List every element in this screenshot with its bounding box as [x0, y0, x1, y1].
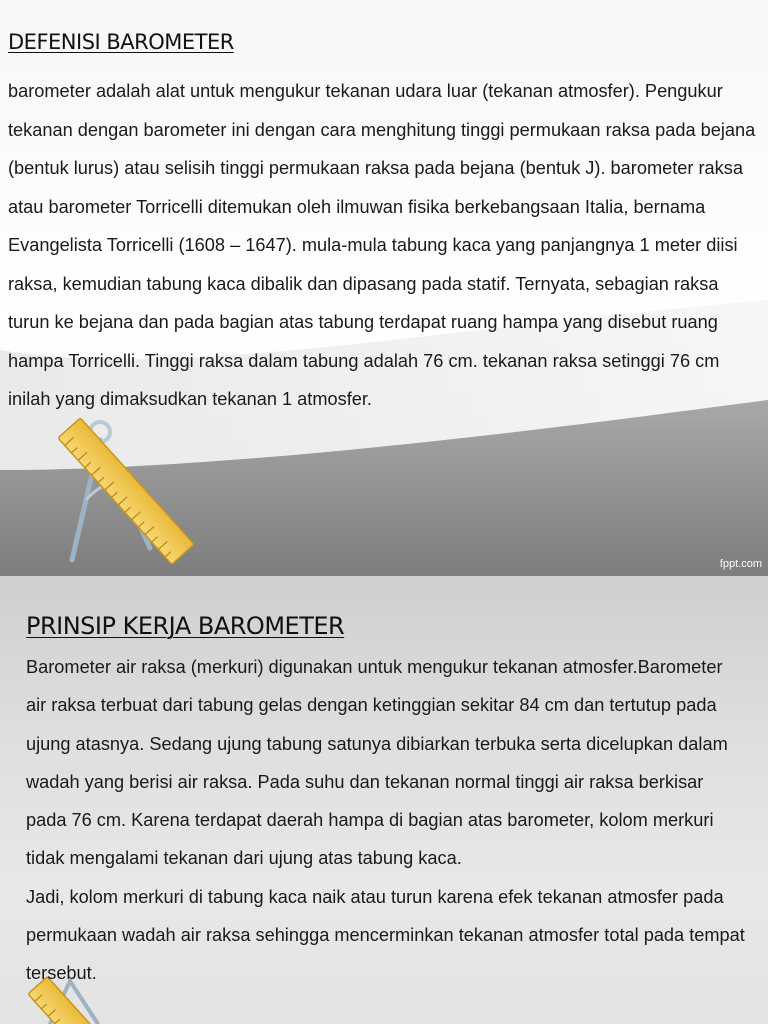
principle-paragraph-1: Barometer air raksa (merkuri) digunakan untuk mengukur tekanan atmosfer.Barometer air raksa terbuat dari tabung gelas dengan ketinggian sekitar 84 cm dan tertutup pada ujung atasnya. Sedang ujung tabung satunya dibiarkan terbuka serta dicelupkan dalam wadah yang berisi air raksa. Pada suhu dan tekanan normal tinggi air raksa berkisar pada 76 cm. Karena terdapat daerah hampa di bagian atas barometer, kolom merkuri tidak mengalami tekanan dari ujung atas tabung kaca.: [26, 657, 728, 869]
slide-working-principle: [0, 576, 768, 1024]
watermark: fppt.com: [719, 558, 762, 570]
principle-paragraph-2: Jadi, kolom merkuri di tabung kaca naik atau turun karena efek tekanan atmosfer pada permukaan wadah air raksa sehingga mencerminkan tekanan atmosfer total pada tempat tersebut.: [26, 886, 745, 984]
principle-text: [26, 648, 746, 993]
definition-paragraph: barometer adalah alat untuk mengukur tekanan udara luar (tekanan atmosfer). Pengukur tekanan dengan barometer ini dengan cara menghitung tinggi permukaan raksa pada bejana (bentuk lurus) atau selisih tinggi permukaan raksa pada bejana (bentuk J). barometer raksa atau barometer Torricelli ditemukan oleh ilmuwan fisika berkebangsaan Italia, bernama Evangelista Torricelli (1608 – 1647). mula-mula tabung kaca yang panjangnya 1 meter diisi raksa, kemudian tabung kaca dibalik dan dipasang pada statif. Ternyata, sebagian raksa turun ke bejana dan pada bagian atas tabung terdapat ruang hampa yang disebut ruang hampa Torricelli. Tinggi raksa dalam tabung adalah 76 cm. tekanan raksa setinggi 76 cm inilah yang dimaksudkan tekanan 1 atmosfer.: [8, 81, 756, 409]
slide-title: DEFENISI BAROMETER: [8, 30, 234, 54]
slide-title: PRINSIP KERJA BAROMETER: [26, 612, 345, 640]
